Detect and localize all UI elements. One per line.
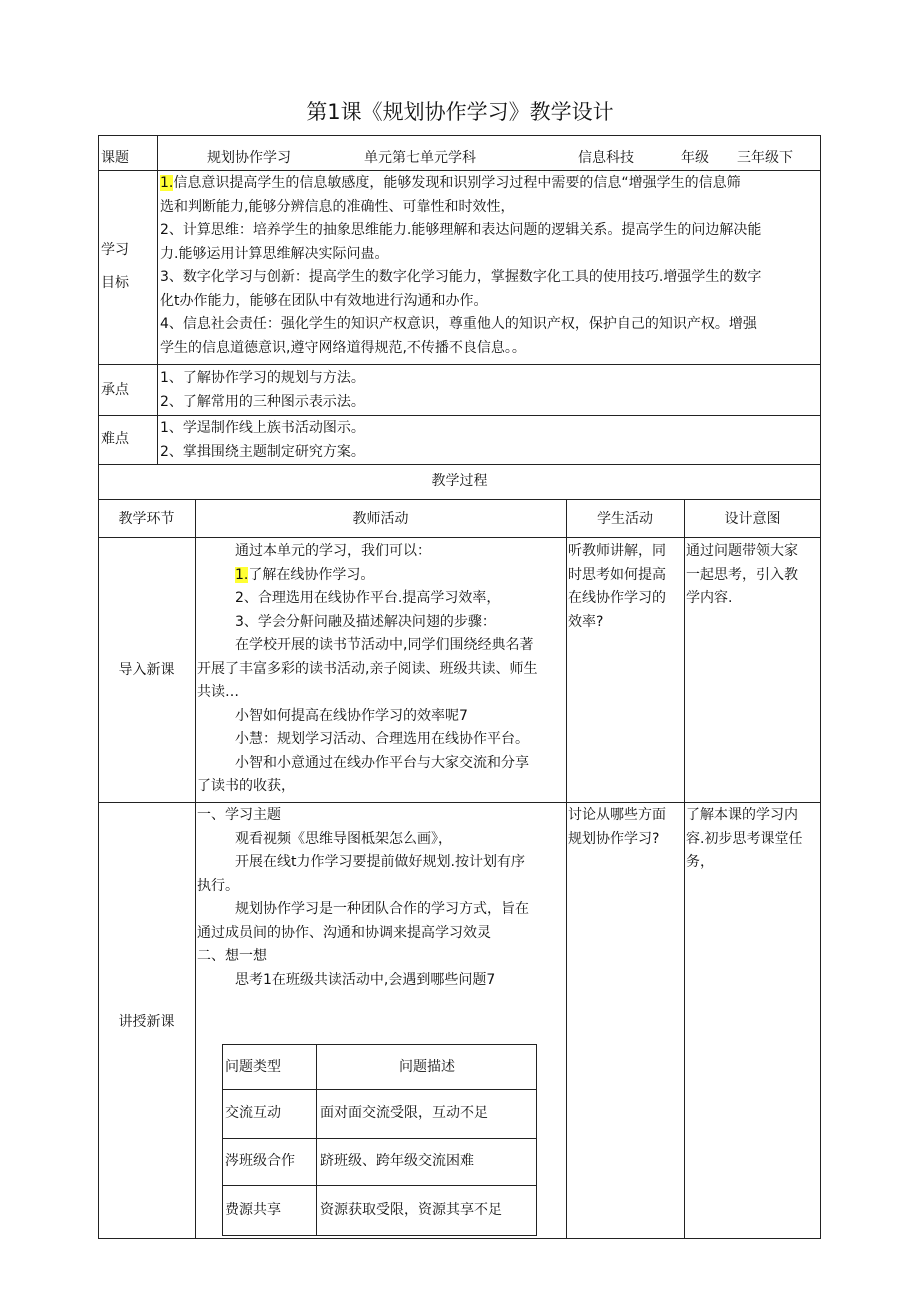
teacher-line: 执行。 (197, 877, 239, 894)
column-divider (195, 499, 196, 1239)
objective-line: 化t办作能力，能够在团队中有效地进行沟通和办作。 (160, 292, 488, 309)
highlight-mark: 1. (160, 175, 174, 191)
row-divider (98, 499, 821, 500)
intro-student-activity: 听教师讲解，同 时思考如何提高 在线协作学习的 效率? (568, 543, 666, 630)
teacher-line: 一、学习主题 (197, 807, 281, 823)
problem-table-row-divider (222, 1089, 537, 1090)
row-divider (98, 364, 821, 365)
teacher-line: 通过成员间的协作、沟通和协调来提高学习效灵 (197, 924, 491, 941)
problem-table-row-divider (222, 1138, 537, 1139)
column-divider (566, 499, 567, 1239)
grade: 三年级下 (737, 150, 793, 166)
col-stage: 教学环节 (118, 511, 175, 527)
objective-line: 学生的信息道德意识,遵守网络道得规范,不传播不良信息。。 (160, 339, 526, 356)
intro-stage: 导入新课 (118, 662, 175, 678)
teacher-line: 1.了解在线协作学习。 (235, 566, 375, 583)
lecture-design-intent: 了解本课的学习内 容.初步思考课堂任 务， (686, 807, 803, 870)
teacher-line: 通过本单元的学习，我们可以： (235, 543, 431, 559)
difficulty-item: 1、学逞制作线上族书活动图示。 (160, 420, 365, 436)
col-intent: 设计意图 (724, 511, 781, 527)
teacher-line: 规划协作学习是一种团队合作的学习方式，旨在 (235, 901, 529, 917)
problem-table-row-divider (222, 1185, 537, 1186)
difficulties-label: 难点 (101, 431, 129, 447)
teacher-line: 二、想一想 (197, 948, 267, 964)
teacher-line: 开展在线t力作学习要提前做好规划.按计划有序 (235, 854, 525, 870)
page-title: 第1课《规划协作学习》教学设计 (306, 100, 614, 124)
objective-line: 3、数字化学习与创新：提高学生的数字化学习能力，掌握数字化工具的使用技巧.增强学生的数字 (160, 269, 762, 285)
objectives-text (160, 172, 820, 360)
process-heading: 教学过程 (431, 473, 488, 489)
intro-teacher-activity (197, 540, 565, 799)
row-divider (98, 464, 821, 465)
teacher-line: 共读… (197, 684, 239, 700)
objective-line: 4、信息社会责任：强化学生的知识产权意识，尊重他人的知识产权，保护自己的知识产权。增强 (160, 316, 757, 332)
teacher-line: 小智如何提高在线协作学习的效率呢7 (235, 707, 468, 724)
lecture-teacher-activity (197, 804, 565, 992)
teacher-line: 2、合理选用在线协作平台.提高学习效率， (235, 590, 501, 606)
problem-type-cell: 涔班级合作 (225, 1153, 295, 1169)
row-divider (98, 537, 821, 538)
column-divider (684, 499, 685, 1239)
problem-desc-cell: 跻班级、跨年级交流困难 (320, 1153, 474, 1169)
teacher-line: 思考1在班级共读活动中,会遇到哪些问题7 (235, 971, 496, 988)
column-divider (157, 135, 158, 464)
problem-desc-header: 问题描述 (399, 1059, 455, 1075)
difficulties-list (160, 417, 800, 464)
objective-line: 选和判断能力,能够分辨信息的准确性、可靠性和时效性， (160, 198, 515, 215)
highlight-mark: 1. (235, 566, 249, 583)
row-divider (98, 802, 821, 803)
row-divider (98, 415, 821, 416)
teacher-line: 观看视频《思维导图柢架怎么画》， (235, 830, 452, 847)
teacher-line: 3、学会分鼾问融及描述解决问翅的步骤： (235, 613, 496, 630)
teacher-line: 小智和小意通过在线办作平台与大家交流和分享 (235, 754, 529, 771)
teacher-line: 在学校开展的读书节活动中,同学们围绕经典名著 (235, 637, 534, 653)
teacher-line: 小慧：规划学习活动、合理选用在线协作平台。 (235, 731, 529, 747)
grade-label: 年级 (681, 150, 709, 166)
intro-design-intent: 通过问题带领大家 一起思考，引入教 学内容. (686, 543, 798, 606)
objective-line: 1.信息意识提高学生的信息敏感度，能够发现和识别学习过程中需要的信息“增强学生的信息筛 (160, 175, 741, 191)
subject: 信息科技 (578, 150, 634, 166)
lecture-stage: 讲授新课 (118, 1014, 175, 1030)
teacher-line: 开展了丰富多彩的读书活动,亲子阅读、班级共读、师生 (197, 660, 538, 677)
objectives-label-1: 学习 (101, 242, 129, 258)
problem-type-header: 问题类型 (225, 1059, 281, 1075)
key-point-item: 1、了解协作学习的规划与方法。 (160, 370, 365, 386)
key-point-item: 2、了解常用的三种图示表示法。 (160, 393, 365, 410)
objectives-label-2: 目标 (101, 275, 129, 291)
col-student: 学生活动 (597, 511, 653, 527)
lesson-name: 规划协作学习 (207, 150, 291, 166)
problem-desc-cell: 面对面交流受限，互动不足 (320, 1105, 488, 1121)
key-points-list (160, 367, 800, 414)
problem-type-cell: 费源共享 (225, 1202, 281, 1218)
problem-desc-cell: 资源获取受限，资源其享不足 (320, 1202, 502, 1218)
row-divider (98, 170, 821, 171)
unit-info: 单元第七单元学科 (364, 150, 476, 166)
objective-line: 力.能够运用计算思维解决实际问蛊。 (160, 245, 389, 262)
lesson-label: 课题 (101, 150, 129, 166)
key-points-label: 承点 (101, 382, 129, 398)
difficulty-item: 2、掌揖围绕主题制定研究方案。 (160, 443, 365, 460)
problem-type-cell: 交流互动 (225, 1105, 281, 1121)
objective-line: 2、计算思维：培养学生的抽象思维能力.能够理解和表达问题的逻辑关系。提高学生的问边解决能 (160, 222, 762, 238)
lecture-student-activity: 讨论从哪些方面 规划协作学习? (568, 807, 666, 847)
col-teacher: 教师活动 (352, 511, 409, 527)
teacher-line: 了读书的收获， (197, 778, 295, 794)
